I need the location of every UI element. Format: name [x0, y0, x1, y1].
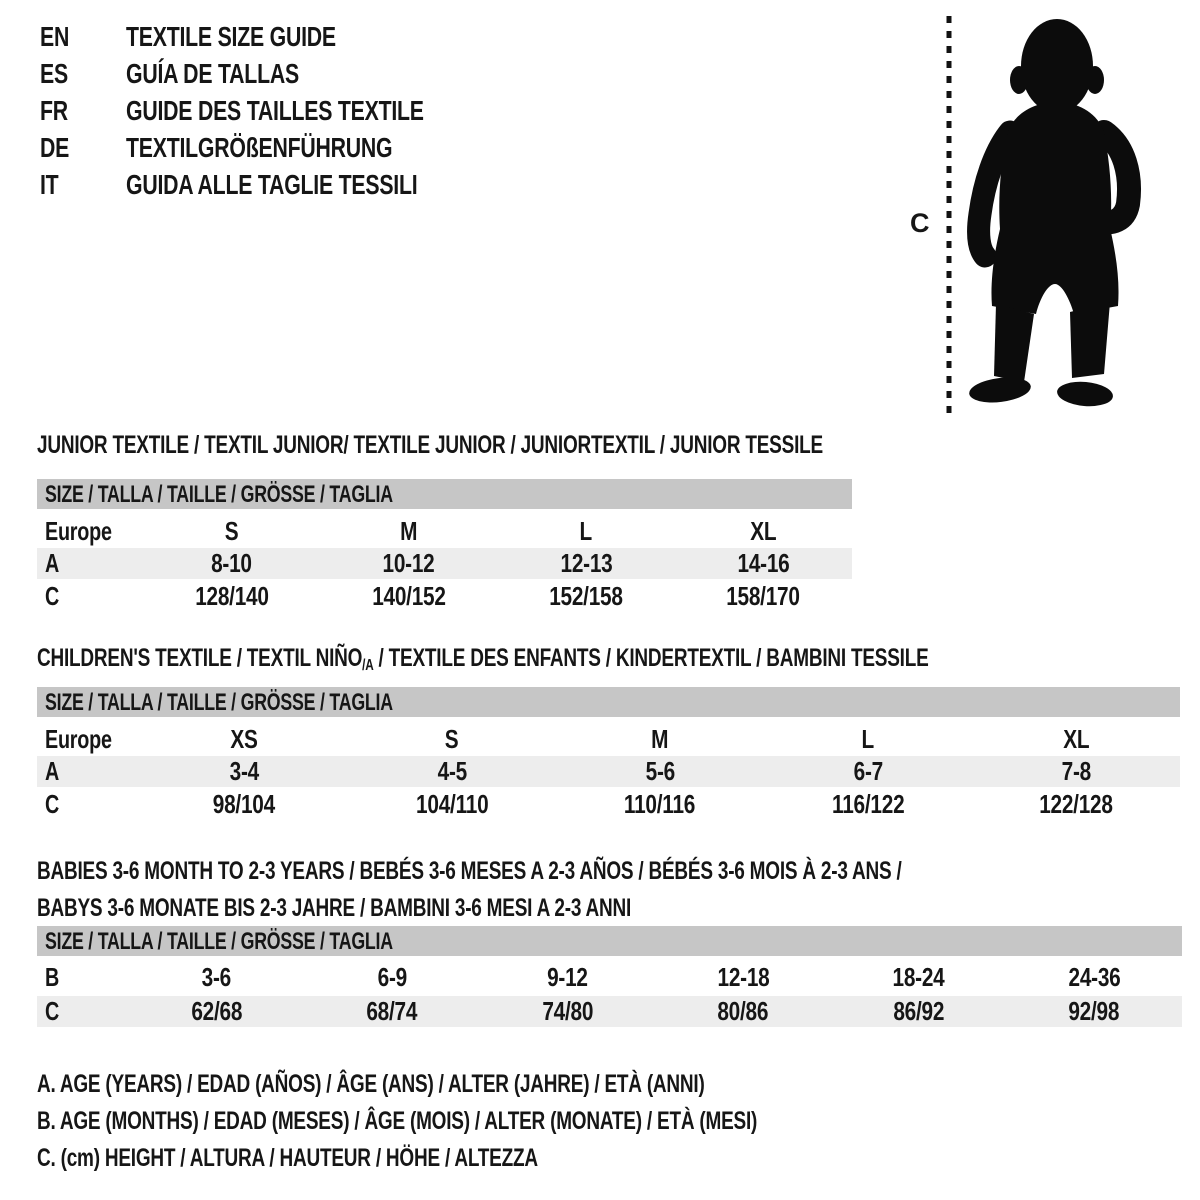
age-cell: 12-13	[560, 548, 613, 578]
lang-code-es: ES	[40, 58, 68, 89]
height-cell: 128/140	[194, 581, 269, 611]
lang-title-fr: GUIDE DES TAILLES TEXTILE	[125, 95, 424, 126]
age-cell: 10-12	[382, 548, 435, 578]
row-label: Europe	[45, 516, 112, 546]
months-cell: 18-24	[892, 962, 945, 992]
measure-legend	[37, 1066, 985, 1177]
height-cell: 80/86	[717, 996, 769, 1026]
height-dashed-line	[946, 16, 952, 420]
junior-size-table	[37, 479, 852, 612]
size-cell: M	[400, 516, 418, 546]
age-cell: 8-10	[211, 548, 252, 578]
lang-code-it: IT	[40, 169, 59, 200]
height-cell: 140/152	[372, 581, 446, 611]
months-cell: 6-9	[377, 962, 407, 992]
lang-code-en: EN	[40, 21, 70, 52]
height-cell: 62/68	[190, 996, 242, 1026]
height-cell: 98/104	[212, 789, 275, 819]
children-row-height	[37, 789, 1180, 820]
age-cell: 5-6	[645, 756, 675, 786]
height-cell: 86/92	[893, 996, 945, 1026]
months-cell: 3-6	[201, 962, 232, 992]
language-title-block	[40, 18, 518, 203]
lang-code-de: DE	[40, 132, 70, 163]
row-label: A	[45, 548, 60, 578]
height-cell: 158/170	[726, 581, 801, 611]
junior-table-title: JUNIOR TEXTILE / TEXTIL JUNIOR/ TEXTILE JUNIOR / JUNIORTEXTIL / JUNIOR TESSILE	[37, 431, 823, 459]
babies-size-header-band	[37, 926, 1182, 956]
babies-row-months	[37, 961, 1182, 994]
height-cell: 152/158	[549, 581, 623, 611]
babies-size-table	[37, 926, 1182, 1027]
legend-line-b: B. AGE (MONTHS) / EDAD (MESES) / ÂGE (MOIS) / ALTER (MONATE) / ETÀ (MESI)	[37, 1107, 758, 1135]
lang-title-it: GUIDA ALLE TAGLIE TESSILI	[125, 169, 418, 200]
lang-title-de: TEXTILGRÖßENFÜHRUNG	[125, 132, 393, 163]
lang-title-es: GUÍA DE TALLAS	[125, 58, 299, 89]
months-cell: 24-36	[1068, 962, 1121, 992]
height-measure-label: C	[910, 208, 930, 238]
height-cell: 122/128	[1039, 789, 1113, 819]
row-label: Europe	[45, 724, 112, 754]
children-size-header-band	[37, 687, 1180, 717]
lang-row-de	[40, 129, 518, 166]
size-cell: S	[445, 724, 459, 754]
age-cell: 14-16	[737, 548, 790, 578]
size-cell: XL	[750, 516, 777, 546]
age-cell: 7-8	[1061, 756, 1091, 786]
babies-table-title-line1: BABIES 3-6 MONTH TO 2-3 YEARS / BEBÉS 3-6 MESES A 2-3 AÑOS / BÉBÉS 3-6 MOIS À 2-3 ANS /	[37, 857, 902, 885]
legend-line-c: C. (cm) HEIGHT / ALTURA / HAUTEUR / HÖHE / ALTEZZA	[37, 1144, 538, 1172]
junior-size-header-band	[37, 479, 852, 509]
age-cell: 4-5	[437, 756, 467, 786]
children-row-europe	[37, 723, 1180, 756]
height-cell: 74/80	[542, 996, 593, 1026]
size-cell: L	[861, 724, 875, 754]
lang-row-en	[40, 18, 518, 55]
height-cell: 104/110	[415, 789, 489, 819]
age-cell: 3-4	[229, 756, 259, 786]
lang-code-fr: FR	[40, 95, 68, 126]
height-cell: 110/116	[624, 789, 696, 819]
babies-row-height	[37, 996, 1182, 1027]
size-cell: XS	[230, 724, 258, 754]
height-cell: 68/74	[366, 996, 418, 1026]
months-cell: 9-12	[547, 962, 588, 992]
junior-row-europe	[37, 515, 852, 548]
size-cell: M	[651, 724, 669, 754]
lang-row-fr	[40, 92, 518, 129]
children-size-header-label: SIZE / TALLA / TAILLE / GRÖSSE / TAGLIA	[45, 689, 393, 716]
row-label: A	[45, 756, 60, 786]
children-table-title: CHILDREN'S TEXTILE / TEXTIL NIÑO/A / TEXTILE DES ENFANTS / KINDERTEXTIL / BAMBINI TESSILE	[37, 644, 929, 674]
size-cell: L	[579, 516, 593, 546]
row-label: C	[45, 996, 60, 1026]
size-cell: S	[224, 516, 239, 546]
size-cell: XL	[1062, 724, 1090, 754]
lang-title-en: TEXTILE SIZE GUIDE	[125, 21, 336, 52]
row-label: C	[45, 789, 60, 819]
junior-size-header-label: SIZE / TALLA / TAILLE / GRÖSSE / TAGLIA	[45, 481, 393, 508]
height-cell: 116/122	[831, 789, 905, 819]
lang-row-es	[40, 55, 518, 92]
age-cell: 6-7	[853, 756, 883, 786]
title-subscript: /A	[362, 657, 374, 674]
children-row-age	[37, 756, 1180, 787]
babies-size-header-label: SIZE / TALLA / TAILLE / GRÖSSE / TAGLIA	[45, 928, 393, 955]
junior-row-height	[37, 581, 852, 612]
children-size-table	[37, 687, 1180, 820]
row-label: C	[45, 581, 60, 611]
lang-row-it	[40, 166, 518, 203]
legend-line-a: A. AGE (YEARS) / EDAD (AÑOS) / ÂGE (ANS) / ALTER (JAHRE) / ETÀ (ANNI)	[37, 1070, 705, 1098]
babies-table-title-line2: BABYS 3-6 MONATE BIS 2-3 JAHRE / BAMBINI 3-6 MESI A 2-3 ANNI	[37, 894, 632, 922]
baby-silhouette-icon	[958, 14, 1143, 424]
months-cell: 12-18	[717, 962, 770, 992]
height-cell: 92/98	[1068, 996, 1120, 1026]
row-label: B	[45, 962, 60, 992]
junior-row-age	[37, 548, 852, 579]
